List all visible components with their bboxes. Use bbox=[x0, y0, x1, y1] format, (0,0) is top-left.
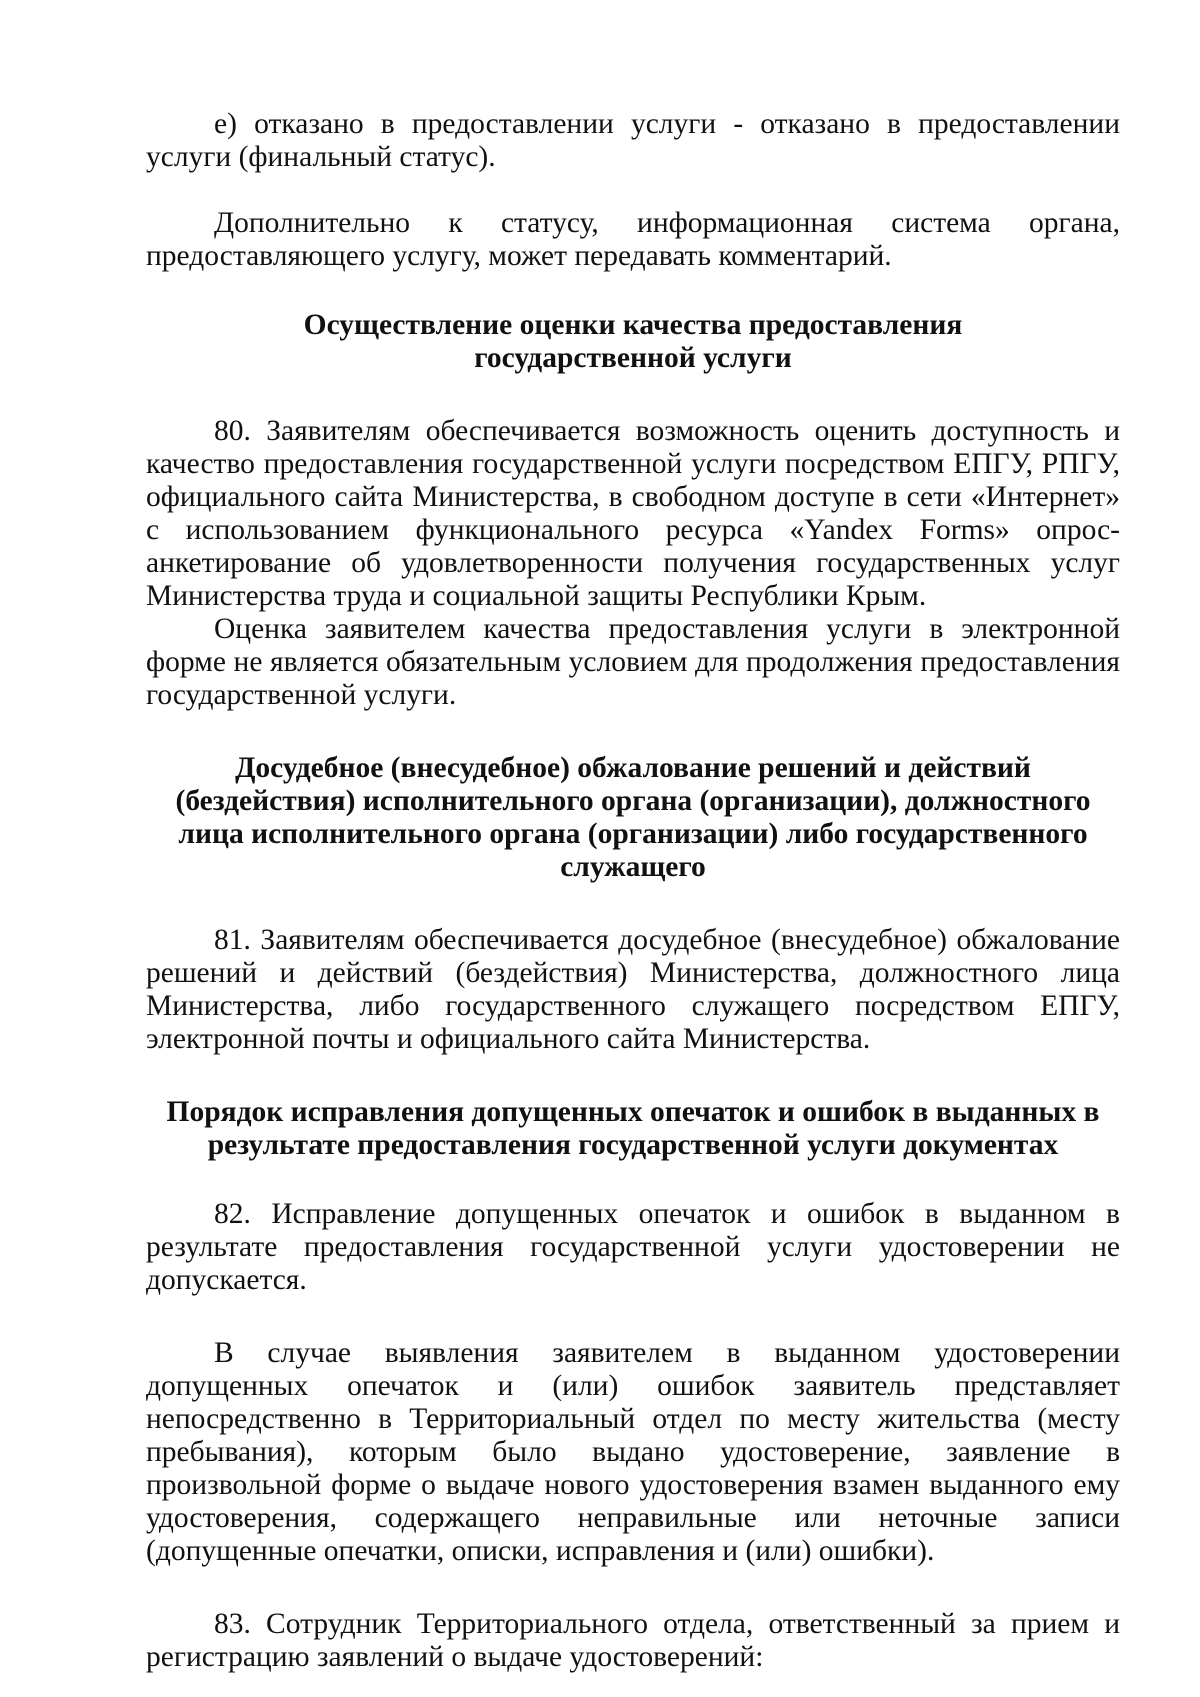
heading-quality-assessment: Осуществление оценки качества предоставления государственной услуги bbox=[303, 309, 963, 374]
document-body bbox=[146, 108, 1120, 1674]
paragraph-82-procedure: В случае выявления заявителем в выданном удостоверении допущенных опечаток и (или) ошибок заявитель представляет непосредственно в Территориальный отдел по месту жительства (месту пребывания), которым было выдано удостоверение, заявление в произвольной форме о выдаче нового удостоверения взамен выданного ему удостоверения, содержащего неправильные или неточные записи (допущенные опечатки, описки, исправления и (или) ошибки). bbox=[146, 1337, 1120, 1567]
paragraph-item-e: е) отказано в предоставлении услуги - отказано в предоставлении услуги (финальный статус). bbox=[146, 108, 1120, 173]
paragraph-83: 83. Сотрудник Территориального отдела, ответственный за прием и регистрацию заявлений о выдаче удостоверений: bbox=[146, 1608, 1120, 1673]
paragraph-81: 81. Заявителям обеспечивается досудебное (внесудебное) обжалование решений и действий (бездействия) Министерства, должностного лица Министерства, либо государственного служащего посредством ЕПГУ, электронной почты и официального сайта Министерства. bbox=[146, 924, 1120, 1055]
paragraph-additional-comment: Дополнительно к статусу, информационная система органа, предоставляющего услугу, может передавать комментарий. bbox=[146, 207, 1120, 272]
paragraph-82: 82. Исправление допущенных опечаток и ошибок в выданном в результате предоставления государственной услуги удостоверении не допускается. bbox=[146, 1198, 1120, 1296]
heading-pretrial-appeal: Досудебное (внесудебное) обжалование решений и действий (бездействия) исполнительного органа (организации), должностного лица исполнительного органа (организации) либо государственного служащего bbox=[175, 752, 1091, 883]
heading-corrections-procedure: Порядок исправления допущенных опечаток и ошибок в выданных в результате предоставления государственной услуги документах bbox=[166, 1096, 1100, 1161]
paragraph-80-rating: Оценка заявителем качества предоставления услуги в электронной форме не является обязательным условием для продолжения предоставления государственной услуги. bbox=[146, 613, 1120, 711]
paragraph-80: 80. Заявителям обеспечивается возможность оценить доступность и качество предоставления государственной услуги посредством ЕПГУ, РПГУ, официального сайта Министерства, в свободном доступе в сети «Интернет» с использованием функционального ресурса «Yandex Forms» опрос-анкетирование об удовлетворенности получения государственных услуг Министерства труда и социальной защиты Республики Крым. bbox=[146, 415, 1120, 612]
